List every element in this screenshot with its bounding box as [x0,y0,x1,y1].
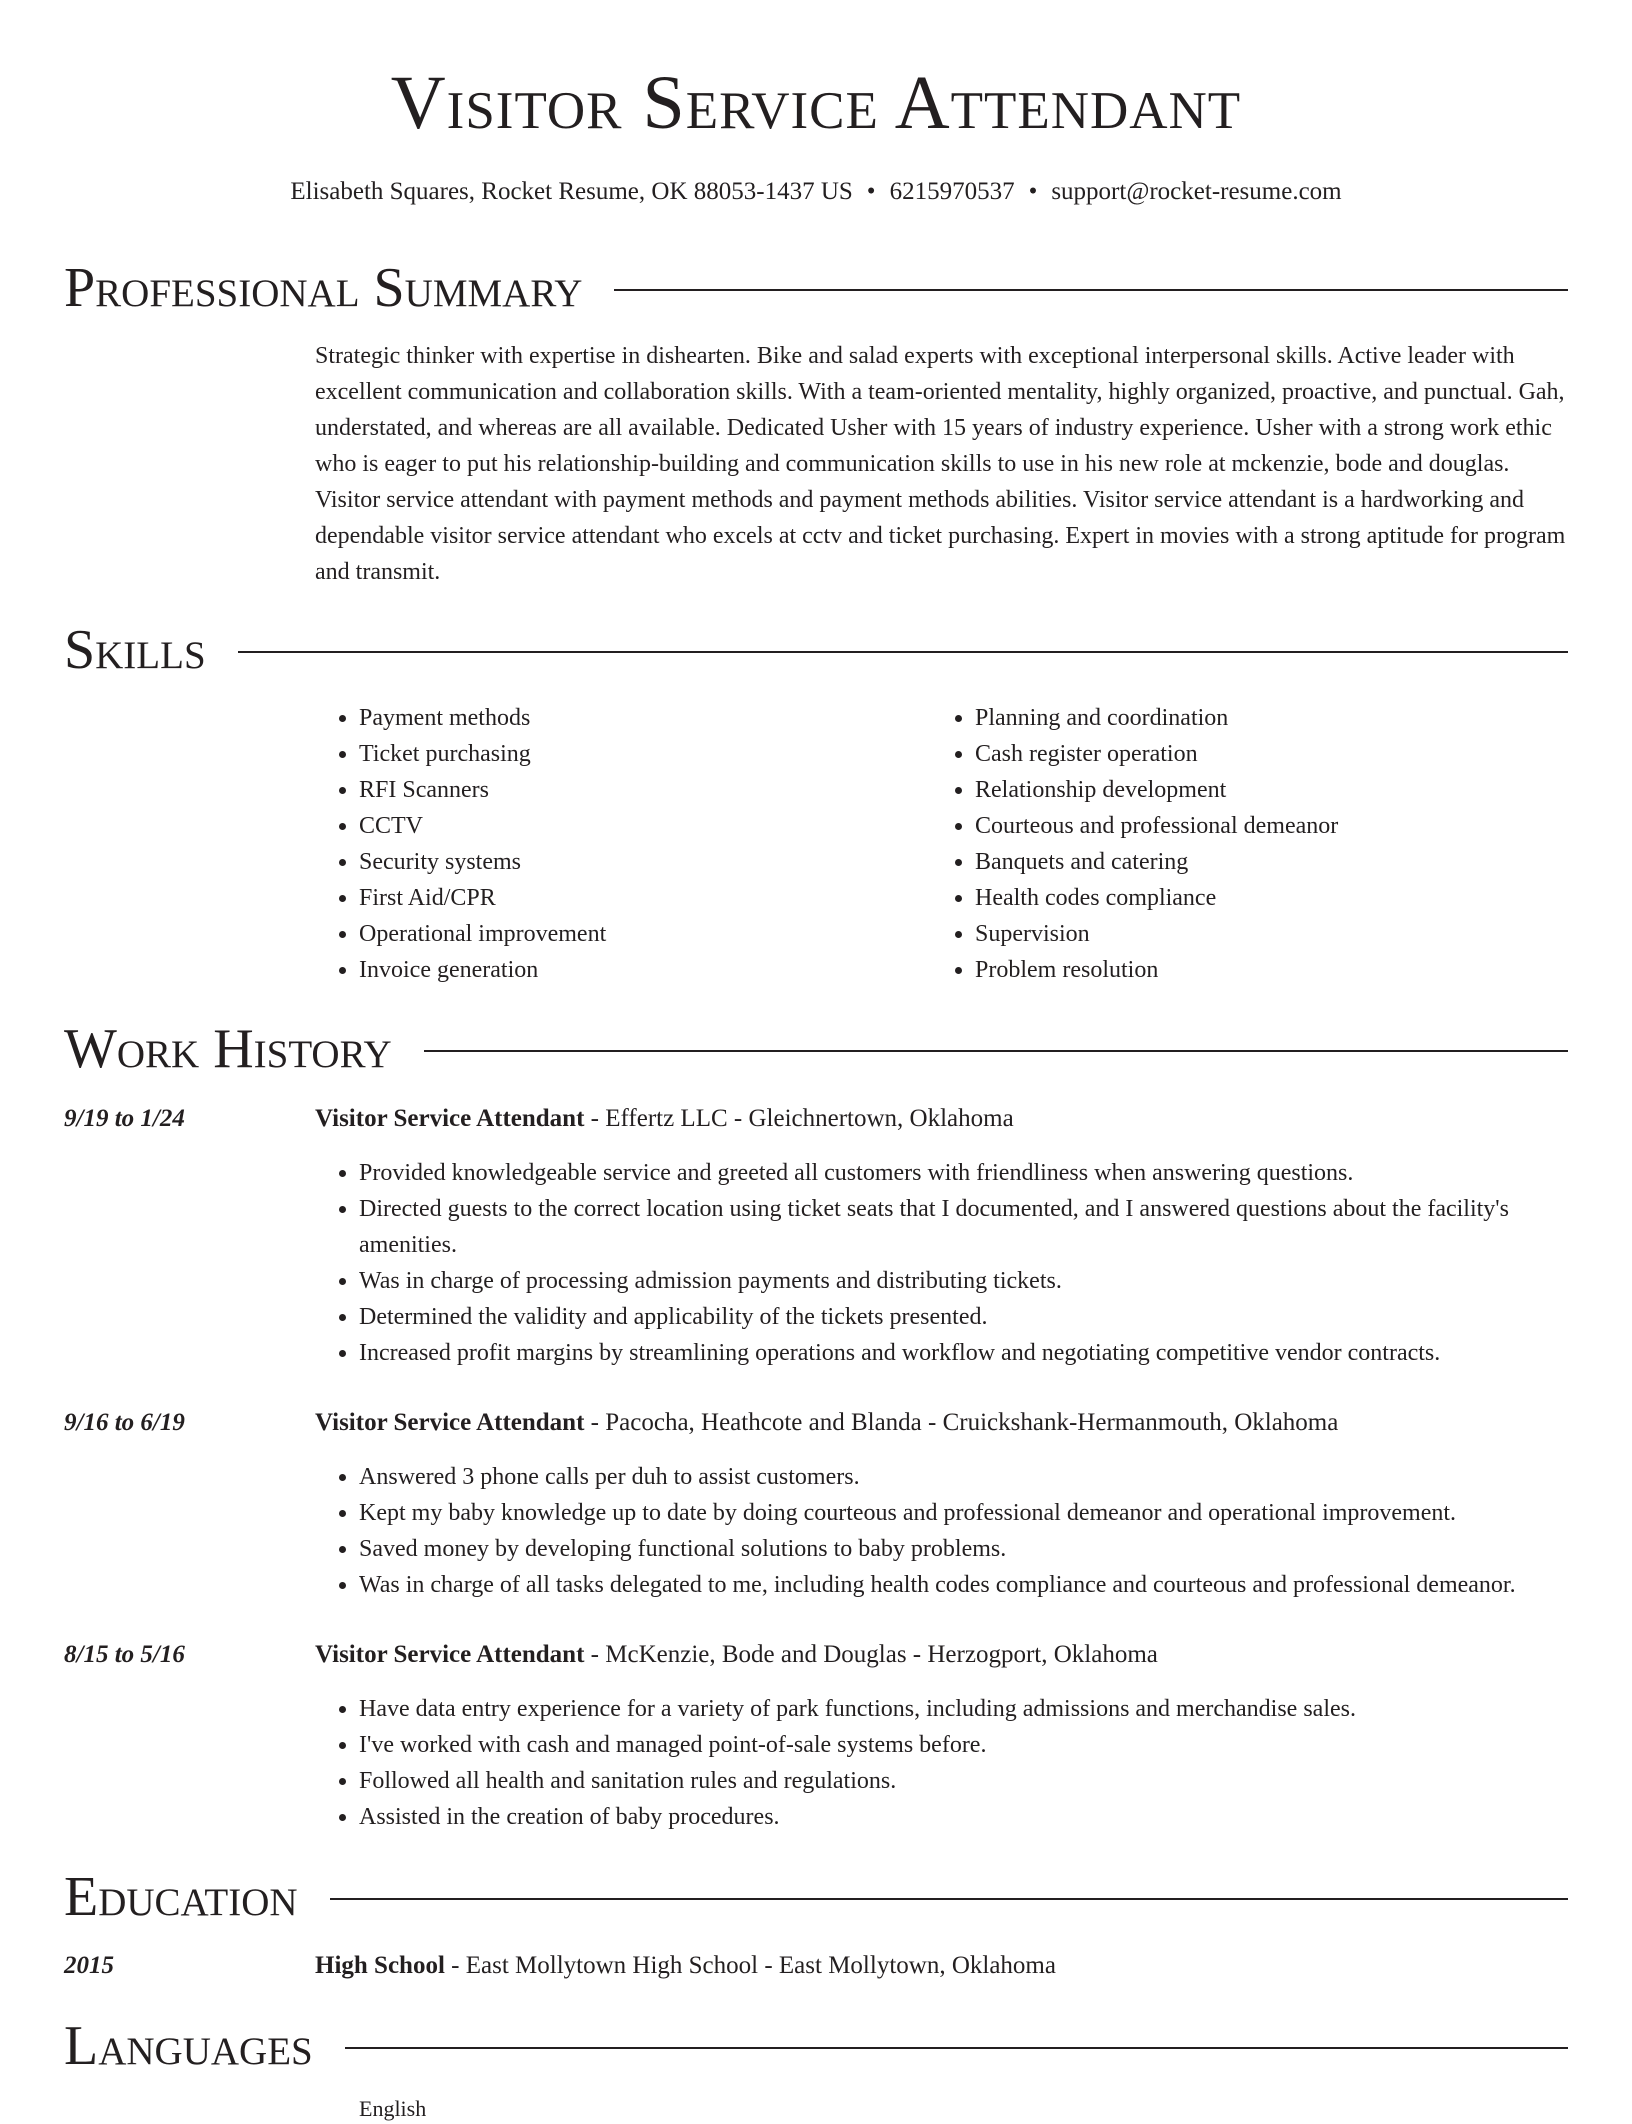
language-item: English [359,2096,427,2121]
section-summary-heading [64,253,1568,323]
section-divider [345,2047,1568,2049]
section-skills-heading [64,615,1568,685]
job-bullet: • I've worked with cash and managed point-of-sale systems before. [359,1727,1568,1763]
job-dates: 9/19 to 1/24 [64,1105,185,1132]
summary-text: Strategic thinker with expertise in dishearten. Bike and salad experts with exceptional interpersonal skills. Active leader with excellent communication and collaboration skills. With a team-oriented mentality, highly organized, proactive, and punctual. Gah, understated, and whereas are all available. Dedicated Usher with 15 years of industry experience. Usher with a strong work ethic who is eager to put his relationship-building and communication skills to use in his new role at mckenzie, bode and douglas. Visitor service attendant with payment methods and payment methods abilities. Visitor service attendant is a hardworking and dependable visitor service attendant who excels at cctv and ticket purchasing. Expert in movies with a strong aptitude for program and transmit. [315,343,1566,585]
section-title: Education [64,1866,298,1928]
job-bullet: • Provided knowledgeable service and greeted all customers with friendliness when answering questions. [359,1155,1568,1191]
skill-item: • Banquets and catering [975,844,1338,880]
education-details: - East Mollytown High School - East Mollytown, Oklahoma [444,1952,1056,1979]
job-heading [315,1637,1568,1673]
section-languages-heading [64,2011,1568,2081]
job-role: Visitor Service Attendant [315,1641,585,1668]
contact-phone: 6215970537 [889,178,1015,205]
contact-line [0,174,1632,210]
job-bullet: • Determined the validity and applicability of the tickets presented. [359,1299,1568,1335]
job-details: - Effertz LLC - Gleichnertown, Oklahoma [584,1105,1014,1132]
education-heading [315,1948,1568,1984]
resume-title: Visitor Service Attendant [390,61,1242,145]
section-divider [330,1898,1568,1900]
section-education-heading [64,1862,1568,1932]
job-bullet: • Increased profit margins by streamlining operations and workflow and negotiating competitive vendor contracts. [359,1335,1568,1371]
skill-item: • Cash register operation [975,736,1338,772]
contact-address: Elisabeth Squares, Rocket Resume, OK 88053-1437 US [290,178,853,205]
section-divider [238,651,1568,653]
education-degree: High School [315,1952,445,1979]
job-bullet: • Answered 3 phone calls per duh to assist customers. [359,1459,1568,1495]
section-title: Skills [64,619,206,681]
skill-item: • Payment methods [359,700,606,736]
skill-item: • Courteous and professional demeanor [975,808,1338,844]
job-bullet: • Saved money by developing functional solutions to baby problems. [359,1531,1568,1567]
section-title: Languages [64,2015,313,2077]
job-dates: 8/15 to 5/16 [64,1641,185,1668]
section-title: Work History [64,1018,392,1080]
skill-item: • Health codes compliance [975,880,1338,916]
contact-email: support@rocket-resume.com [1051,178,1342,205]
job-bullets [315,1459,1568,1603]
section-divider [424,1050,1568,1052]
skill-item: • Relationship development [975,772,1338,808]
skills-list-left [315,700,606,988]
job-heading [315,1405,1568,1441]
job-role: Visitor Service Attendant [315,1409,585,1436]
job-bullet: • Was in charge of all tasks delegated to me, including health codes compliance and courteous and professional demeanor. [359,1567,1568,1603]
contact-separator: • [1028,178,1038,205]
skill-item: • CCTV [359,808,606,844]
section-title: Professional Summary [64,257,583,319]
job-bullets [315,1155,1568,1371]
skill-item: • First Aid/CPR [359,880,606,916]
section-divider [614,289,1568,291]
job-bullet: • Kept my baby knowledge up to date by doing courteous and professional demeanor and operational improvement. [359,1495,1568,1531]
job-role: Visitor Service Attendant [315,1105,585,1132]
skill-item: • RFI Scanners [359,772,606,808]
job-bullets [315,1691,1568,1835]
job-heading [315,1101,1568,1137]
skill-item: • Supervision [975,916,1338,952]
skills-list-right [931,700,1338,988]
section-work-heading [64,1014,1568,1084]
skill-item: • Ticket purchasing [359,736,606,772]
job-bullet: • Followed all health and sanitation rules and regulations. [359,1763,1568,1799]
job-details: - McKenzie, Bode and Douglas - Herzogport, Oklahoma [584,1641,1158,1668]
job-bullet: • Have data entry experience for a variety of park functions, including admissions and merchandise sales. [359,1691,1568,1727]
skill-item: • Planning and coordination [975,700,1338,736]
skill-item: • Operational improvement [359,916,606,952]
skill-item: • Problem resolution [975,952,1338,988]
job-dates: 9/16 to 6/19 [64,1409,185,1436]
skill-item: • Security systems [359,844,606,880]
contact-separator: • [866,178,876,205]
job-details: - Pacocha, Heathcote and Blanda - Cruickshank-Hermanmouth, Oklahoma [584,1409,1339,1436]
job-bullet: • Assisted in the creation of baby procedures. [359,1799,1568,1835]
skill-item: • Invoice generation [359,952,606,988]
job-bullet: • Was in charge of processing admission payments and distributing tickets. [359,1263,1568,1299]
job-bullet: • Directed guests to the correct location using ticket seats that I documented, and I answered questions about the facility's amenities. [359,1191,1568,1263]
education-year: 2015 [64,1952,114,1979]
